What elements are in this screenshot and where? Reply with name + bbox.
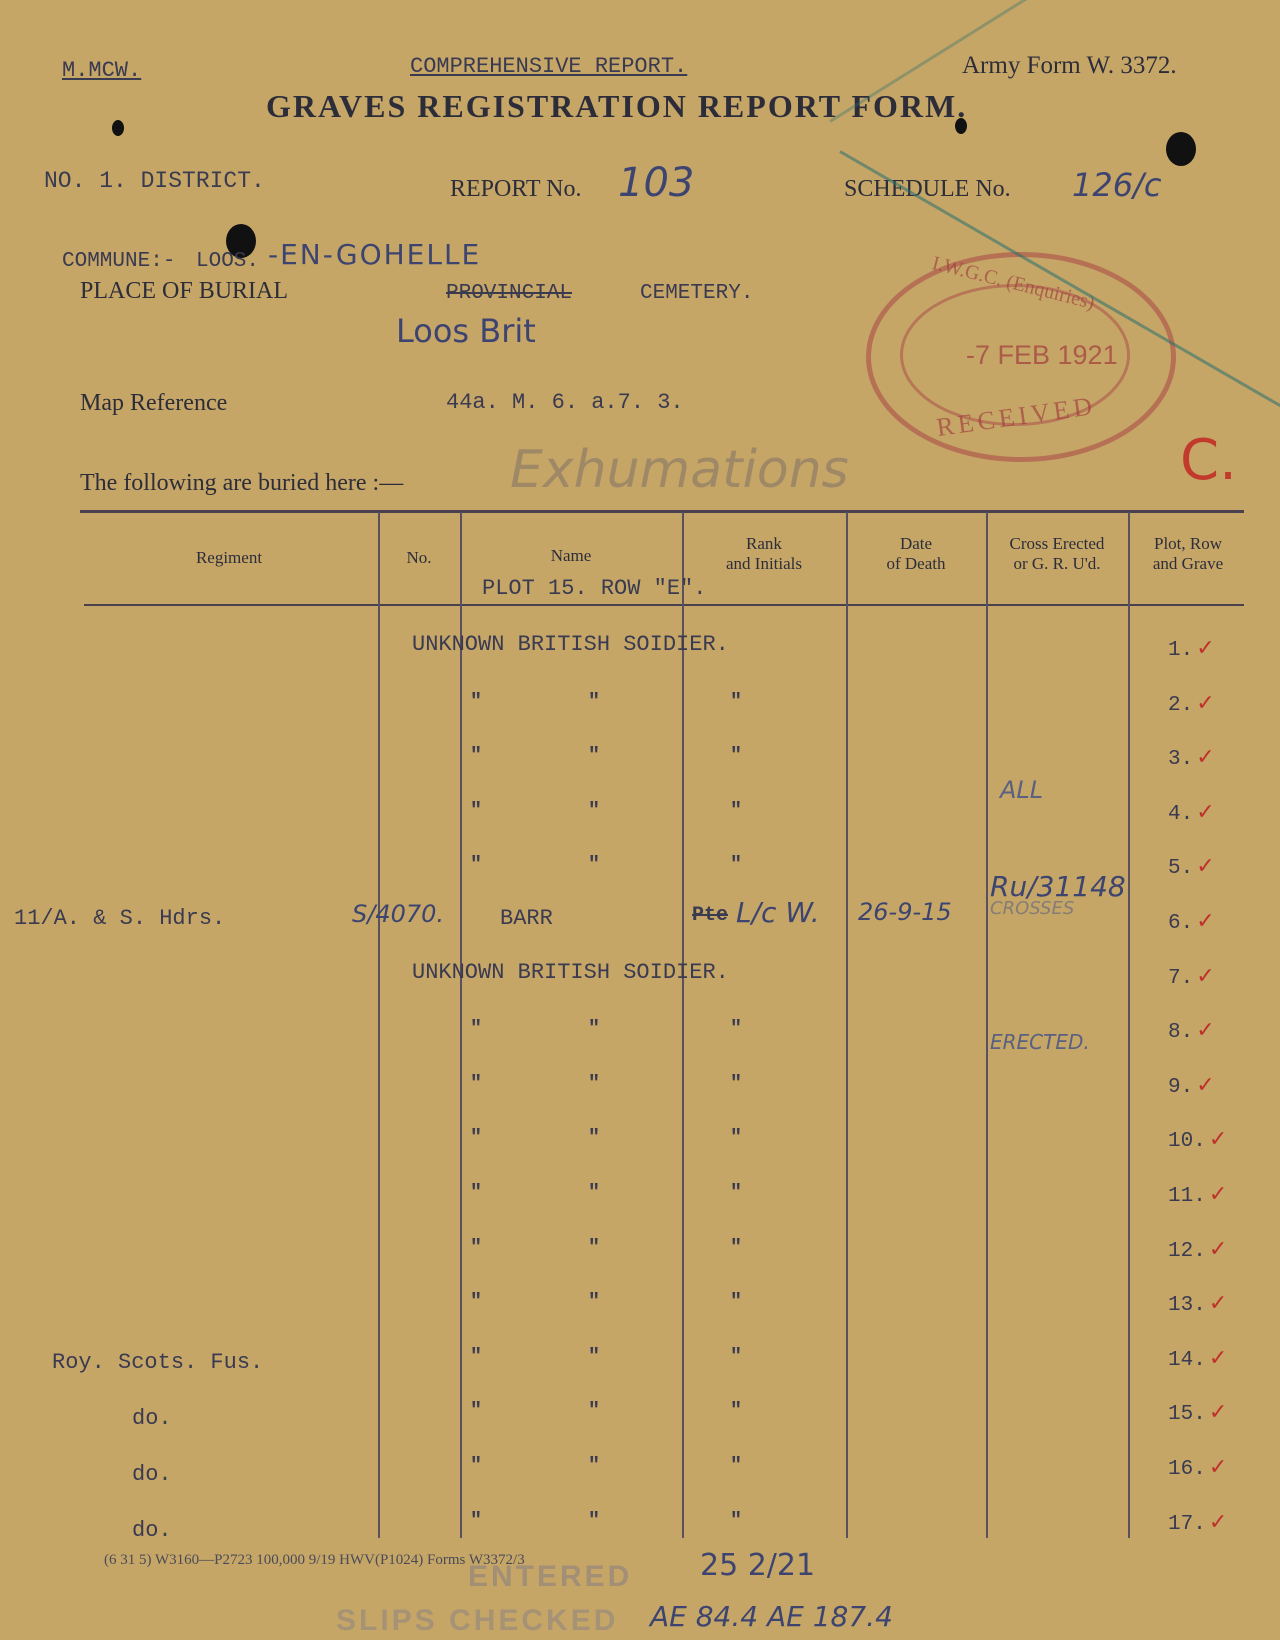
col-name: Name <box>550 546 592 565</box>
ditto-mark: " <box>730 854 743 878</box>
check-mark-icon: ✓ <box>1196 636 1215 661</box>
check-mark-icon: ✓ <box>1208 1182 1228 1207</box>
entered-date: 25 2/21 <box>700 1548 816 1583</box>
grave-number-label: 15. <box>1168 1403 1206 1427</box>
check-mark-icon: ✓ <box>1196 854 1215 880</box>
commune-label: COMMUNE:- <box>62 250 176 273</box>
barr-date: 26-9-15 <box>858 898 952 926</box>
grave-number <box>1168 964 1228 990</box>
grave-number <box>1168 1237 1228 1263</box>
report-number: 103 <box>618 160 695 206</box>
ditto-mark: " <box>470 799 483 823</box>
unknown-soldier-row-7: UNKNOWN BRITISH SOIDIER. <box>412 960 729 985</box>
column-rule <box>682 512 684 1538</box>
header-bottom-rule <box>84 604 1244 606</box>
regiment-do-15: do. <box>132 1406 172 1431</box>
column-rule <box>378 512 380 1538</box>
ditto-mark: " <box>588 1400 601 1424</box>
ditto-mark: " <box>588 1291 601 1315</box>
barr-regiment: 11/A. & S. Hdrs. <box>14 906 226 931</box>
check-mark-icon: ✓ <box>1208 1291 1228 1317</box>
cross-note-all: ALL <box>1000 776 1044 804</box>
plot-row-heading: PLOT 15. ROW "E". <box>482 576 707 601</box>
ditto-mark: " <box>470 1127 483 1151</box>
ditto-mark: " <box>730 1182 743 1205</box>
check-mark-icon: ✓ <box>1196 1072 1215 1098</box>
ditto-mark: " <box>588 854 601 878</box>
ditto-mark: " <box>730 1072 743 1096</box>
barr-rank-struck: Pte <box>692 904 729 927</box>
ditto-mark: " <box>730 1345 743 1369</box>
ditto-mark: " <box>730 1127 743 1151</box>
following-label: The following are buried here :— <box>80 470 404 496</box>
check-mark-icon: ✓ <box>1196 909 1215 934</box>
barr-name: BARR <box>500 906 553 931</box>
entered-stamp: ENTERED <box>468 1560 633 1593</box>
grave-number-label: 3. <box>1168 748 1194 772</box>
grave-number-label: 12. <box>1168 1239 1206 1263</box>
ditto-mark: " <box>730 745 743 769</box>
burial-cemetery: CEMETERY. <box>640 282 754 305</box>
check-mark-icon: ✓ <box>1196 799 1215 825</box>
check-mark-icon: ✓ <box>1196 745 1215 771</box>
burial-handwritten: Loos Brit <box>396 312 536 350</box>
print-reference: (6 31 5) W3160—P2723 100,000 9/19 HWV(P1024) Forms W3372/3 <box>104 1552 525 1568</box>
map-reference: 44a. M. 6. a.7. 3. <box>446 390 684 415</box>
check-mark-icon: ✓ <box>1208 1455 1228 1480</box>
check-mark-icon: ✓ <box>1196 1018 1215 1044</box>
grave-number <box>1168 636 1228 662</box>
col-cross-2: or G. R. U'd. <box>1013 554 1101 573</box>
grave-number <box>1168 691 1228 717</box>
grave-number-label: 17. <box>1168 1512 1206 1536</box>
col-plot-2: and Grave <box>1152 554 1224 573</box>
grave-number <box>1168 745 1228 771</box>
ditto-mark: " <box>588 1345 601 1369</box>
check-mark-icon: ✓ <box>1208 1127 1228 1153</box>
regiment-roy-scots-fus: Roy. Scots. Fus. <box>52 1350 264 1375</box>
ditto-mark: " <box>730 1509 743 1533</box>
ditto-mark: " <box>470 1236 483 1260</box>
grave-number-label: 1. <box>1168 639 1194 662</box>
table-top-rule <box>80 510 1244 513</box>
stamp-top-text: I.W.G.C. (Enquiries) <box>929 252 1097 314</box>
unknown-soldier-row-1: UNKNOWN BRITISH SOIDIER. <box>412 632 729 657</box>
cross-note-crosses: CROSSES <box>990 898 1075 919</box>
barr-number: S/4070. <box>352 900 445 928</box>
grave-number <box>1168 1400 1228 1426</box>
ditto-mark: " <box>588 1072 601 1096</box>
schedule-number: 126/c <box>1072 166 1162 204</box>
col-date: Date <box>899 534 933 553</box>
grave-number-label: 7. <box>1168 966 1194 990</box>
col-date-2: of Death <box>886 554 946 573</box>
check-mark-icon: ✓ <box>1208 1236 1228 1262</box>
barr-rank: L/c W. <box>736 896 820 929</box>
grave-number <box>1168 1127 1228 1153</box>
comprehensive-heading: COMPREHENSIVE REPORT. <box>410 54 688 79</box>
form-title: GRAVES REGISTRATION REPORT FORM. <box>266 88 968 124</box>
check-mark-icon: ✓ <box>1208 1509 1228 1535</box>
red-mark: C. <box>1180 428 1237 493</box>
col-cross: Cross Erected <box>1009 534 1105 553</box>
cross-note-erected: ERECTED. <box>990 1030 1090 1054</box>
ditto-mark: " <box>588 745 601 769</box>
ditto-mark: " <box>730 799 743 823</box>
ditto-mark: " <box>470 1455 483 1478</box>
column-rule <box>460 512 462 1538</box>
grave-number <box>1168 1291 1228 1317</box>
col-rank: Rank <box>746 534 782 553</box>
ditto-mark: " <box>730 1400 743 1424</box>
regiment-do-17: do. <box>132 1518 172 1543</box>
schedule-label: SCHEDULE No. <box>844 176 1011 202</box>
footer-handwritten-refs: AE 84.4 AE 187.4 <box>650 1600 893 1633</box>
slips-checked-stamp: SLIPS CHECKED <box>336 1604 619 1637</box>
col-no: No. <box>406 548 432 567</box>
army-form-number: Army Form W. 3372. <box>962 52 1177 79</box>
check-mark-icon: ✓ <box>1208 1400 1228 1426</box>
grave-number <box>1168 1073 1228 1099</box>
ditto-mark: " <box>470 745 483 769</box>
column-rule <box>1128 512 1130 1538</box>
stamp-date: -7 FEB 1921 <box>966 340 1118 370</box>
ditto-mark: " <box>730 690 743 714</box>
grave-number-label: 13. <box>1168 1294 1206 1318</box>
ditto-mark: " <box>588 1182 601 1205</box>
ditto-mark: " <box>588 1236 601 1260</box>
ditto-mark: " <box>470 1509 483 1533</box>
ditto-mark: " <box>470 1072 483 1096</box>
ditto-mark: " <box>470 690 483 714</box>
map-label: Map Reference <box>80 390 228 416</box>
grave-number <box>1168 1510 1228 1536</box>
check-mark-icon: ✓ <box>1196 963 1215 989</box>
form-ref: M.MCW. <box>62 58 142 83</box>
ditto-mark: " <box>470 854 483 878</box>
ditto-mark: " <box>730 1236 743 1260</box>
ditto-mark: " <box>470 1018 483 1042</box>
ditto-mark: " <box>588 1127 601 1151</box>
commune-typed: LOOS. <box>196 250 260 273</box>
grave-number-label: 14. <box>1168 1348 1206 1372</box>
burial-struck: PROVINCIAL <box>446 282 573 305</box>
commune-handwritten: -EN-GOHELLE <box>268 238 482 271</box>
grave-number <box>1168 1018 1228 1044</box>
grave-number-label: 8. <box>1168 1021 1194 1045</box>
grave-number-label: 5. <box>1168 857 1194 881</box>
column-rule <box>986 512 988 1538</box>
col-rank-2: and Initials <box>725 554 802 573</box>
barr-cross-ref: Ru/31148 <box>990 870 1126 903</box>
grave-number-label: 11. <box>1168 1185 1206 1208</box>
grave-number <box>1168 1182 1228 1208</box>
district: NO. 1. DISTRICT. <box>44 168 265 194</box>
grave-number-label: 9. <box>1168 1075 1194 1099</box>
grave-number <box>1168 854 1228 880</box>
ditto-mark: " <box>730 1291 743 1315</box>
grave-number <box>1168 1455 1228 1481</box>
check-mark-icon: ✓ <box>1196 690 1215 716</box>
stamp-received: RECEIVED <box>934 390 1098 443</box>
grave-number-label: 10. <box>1168 1130 1206 1154</box>
report-label: REPORT No. <box>450 176 582 202</box>
punch-hole <box>1166 132 1196 166</box>
ditto-mark: " <box>470 1182 483 1205</box>
ditto-mark: " <box>470 1400 483 1424</box>
ditto-mark: " <box>730 1018 743 1042</box>
grave-number-label: 6. <box>1168 912 1194 935</box>
col-plot: Plot, Row <box>1153 534 1223 553</box>
ditto-mark: " <box>588 799 601 823</box>
punch-hole <box>112 120 124 136</box>
ditto-mark: " <box>588 1455 601 1478</box>
grave-number <box>1168 909 1228 935</box>
burial-label: PLACE OF BURIAL <box>80 278 289 304</box>
column-rule <box>846 512 848 1538</box>
ditto-mark: " <box>470 1291 483 1315</box>
grave-number-label: 2. <box>1168 693 1194 717</box>
ditto-mark: " <box>588 1018 601 1042</box>
col-regiment: Regiment <box>195 548 263 567</box>
grave-number-label: 16. <box>1168 1458 1206 1481</box>
grave-number-label: 4. <box>1168 802 1194 826</box>
grave-number <box>1168 800 1228 826</box>
grave-number <box>1168 1346 1228 1372</box>
regiment-do-16: do. <box>132 1462 172 1487</box>
ditto-mark: " <box>470 1345 483 1369</box>
ditto-mark: " <box>588 690 601 714</box>
exhumations-note: Exhumations <box>510 440 849 500</box>
check-mark-icon: ✓ <box>1208 1345 1228 1371</box>
ditto-mark: " <box>588 1509 601 1533</box>
ditto-mark: " <box>730 1455 743 1478</box>
